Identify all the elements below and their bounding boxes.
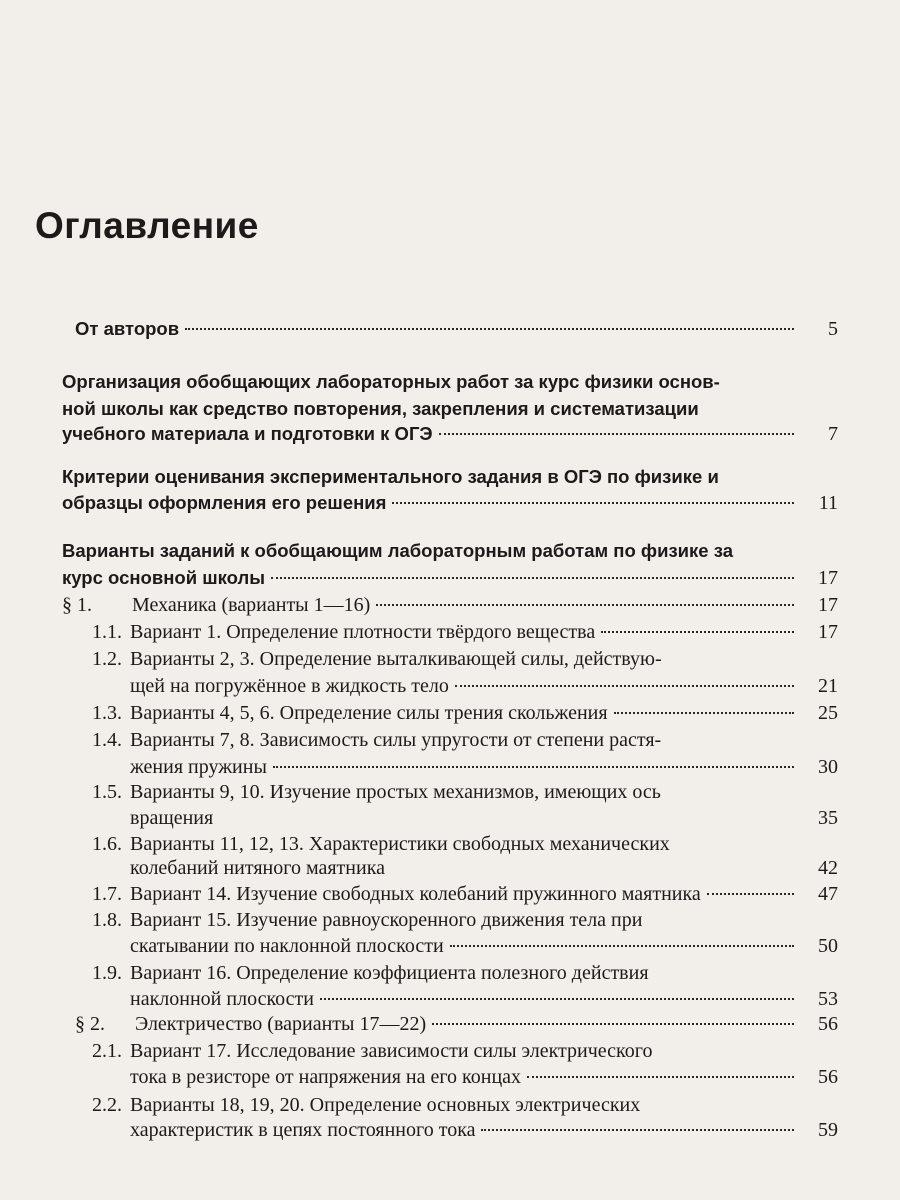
toc-entry-label: жения пружины [130, 756, 267, 778]
section-number: § 1. [62, 594, 92, 616]
toc-entry-line [92, 909, 642, 937]
item-number: 1.2. [92, 648, 122, 670]
toc-entry-criteria[interactable] [62, 492, 838, 520]
toc-entry-text: Организация обобщающих лабораторных работ за курс физики основ- [62, 371, 720, 392]
toc-entry-label: Вариант 1. Определение плотности твёрдого вещества [130, 621, 596, 643]
toc-entry-line [92, 781, 661, 809]
toc-entry-label: наклонной плоскости [130, 988, 314, 1010]
toc-entry-text: Вариант 16. Определение коэффициента полезного действия [130, 962, 649, 984]
toc-entry-line [92, 729, 661, 757]
toc-entry-line [92, 962, 649, 990]
item-number: 1.1. [92, 621, 122, 643]
toc-entry-text: Варианты 18, 19, 20. Определение основных электрических [130, 1094, 641, 1116]
toc-item-1-7[interactable] [92, 883, 838, 911]
toc-item-1-9[interactable] [130, 988, 838, 1016]
item-number: 1.8. [92, 909, 122, 931]
item-number: 1.9. [92, 962, 122, 984]
toc-entry-text: Критерии оценивания экспериментального задания в ОГЭ по физике и [62, 466, 719, 487]
dot-leader [271, 577, 794, 579]
toc-entry-label: Вариант 14. Изучение свободных колебаний пружинного маятника [130, 883, 701, 905]
toc-page-number: 42 [818, 857, 838, 879]
toc-entry-text: Варианты 2, 3. Определение выталкивающей силы, действую- [130, 648, 662, 670]
dot-leader [392, 502, 794, 504]
item-number: 1.4. [92, 729, 122, 751]
toc-entry-text: Варианты 7, 8. Зависимость силы упругости от степени растя- [130, 729, 662, 751]
toc-page-number: 17 [818, 594, 838, 616]
toc-page-number: 11 [818, 492, 838, 514]
dot-leader [439, 433, 794, 435]
toc-entry-organization[interactable] [62, 423, 838, 451]
dot-leader [432, 1023, 794, 1025]
toc-section-1[interactable] [62, 594, 838, 622]
toc-entry-text: Вариант 15. Изучение равноускоренного движения тела при [130, 909, 643, 931]
toc-item-1-6[interactable] [130, 857, 838, 885]
toc-entry-text: Варианты 11, 12, 13. Характеристики свободных механических [130, 833, 670, 855]
dot-leader [376, 604, 794, 606]
toc-item-1-3[interactable] [92, 702, 838, 730]
toc-page-number: 56 [818, 1013, 838, 1035]
toc-section-2[interactable] [75, 1013, 838, 1041]
toc-page-number: 25 [818, 702, 838, 724]
toc-page-number: 17 [818, 567, 838, 589]
toc-page-number: 56 [818, 1066, 838, 1088]
toc-entry-line [92, 1094, 640, 1122]
toc-entry-text: Варианты 9, 10. Изучение простых механизмов, имеющих ось [130, 781, 661, 803]
dot-leader [320, 998, 794, 1000]
toc-entry-line [92, 648, 662, 676]
toc-page-number: 59 [818, 1119, 838, 1141]
toc-entry-text: ной школы как средство повторения, закрепления и систематизации [62, 398, 699, 419]
toc-entry-label: Варианты 4, 5, 6. Определение силы трения скольжения [130, 702, 608, 724]
item-number: 1.7. [92, 883, 122, 905]
toc-page-number: 5 [828, 318, 838, 340]
toc-entry-label: тока в резисторе от напряжения на его концах [130, 1066, 522, 1088]
toc-entry-variants[interactable] [62, 567, 838, 595]
toc-page-number: 7 [828, 423, 838, 445]
toc-entry-line [62, 371, 807, 399]
toc-entry-label: Механика (варианты 1—16) [132, 594, 371, 616]
dot-leader [601, 631, 794, 633]
dot-leader [273, 766, 794, 768]
toc-entry-text: Варианты заданий к обобщающим лабораторным работам по физике за [62, 540, 733, 561]
toc-page-number: 17 [818, 621, 838, 643]
item-number: 1.3. [92, 702, 122, 724]
toc-item-2-1[interactable] [130, 1066, 838, 1094]
toc-page-number: 47 [818, 883, 838, 905]
toc-entry-label: характеристик в цепях постоянного тока [130, 1119, 476, 1141]
item-number: 1.5. [92, 781, 122, 803]
toc-item-1-4[interactable] [130, 756, 838, 784]
toc-entry-label: учебного материала и подготовки к ОГЭ [62, 423, 433, 444]
toc-entry-line [62, 466, 807, 494]
dot-leader [455, 685, 794, 687]
page-title: Оглавление [35, 205, 259, 246]
toc-page-number: 21 [818, 675, 838, 697]
toc-page-number: 53 [818, 988, 838, 1010]
toc-entry-label: скатывании по наклонной плоскости [130, 935, 444, 957]
toc-entry-label: От авторов [75, 318, 180, 339]
item-number: 2.1. [92, 1040, 122, 1062]
dot-leader [527, 1076, 794, 1078]
toc-item-2-2[interactable] [130, 1119, 838, 1147]
toc-item-1-8[interactable] [130, 935, 838, 963]
toc-item-1-1[interactable] [92, 621, 838, 649]
toc-entry-label: образцы оформления его решения [62, 492, 387, 513]
toc-entry-label: курс основной школы [62, 567, 266, 588]
dot-leader [391, 867, 794, 869]
toc-entry-line [92, 1040, 652, 1068]
item-number: 1.6. [92, 833, 122, 855]
toc-entry-label: щей на погружённое в жидкость тело [130, 675, 449, 697]
dot-leader [614, 712, 794, 714]
toc-entry-label: колебаний нитяного маятника [130, 857, 385, 879]
toc-page-number: 50 [818, 935, 838, 957]
toc-entry-text: Вариант 17. Исследование зависимости силы электрического [130, 1040, 653, 1062]
toc-page-number: 30 [818, 756, 838, 778]
toc-item-1-5[interactable] [130, 807, 838, 835]
toc-entry-line [62, 398, 807, 426]
toc-entry-line [62, 540, 807, 568]
dot-leader [450, 945, 794, 947]
section-number: § 2. [75, 1013, 105, 1035]
dot-leader [707, 893, 794, 895]
dot-leader [219, 817, 794, 819]
toc-entry-label: вращения [130, 807, 214, 829]
dot-leader [185, 328, 794, 330]
dot-leader [481, 1129, 794, 1131]
toc-entry-label: Электричество (варианты 17—22) [135, 1013, 427, 1035]
item-number: 2.2. [92, 1094, 122, 1116]
toc-page-number: 35 [818, 807, 838, 829]
toc-entry-from-authors[interactable] [75, 318, 838, 346]
toc-item-1-2[interactable] [130, 675, 838, 703]
